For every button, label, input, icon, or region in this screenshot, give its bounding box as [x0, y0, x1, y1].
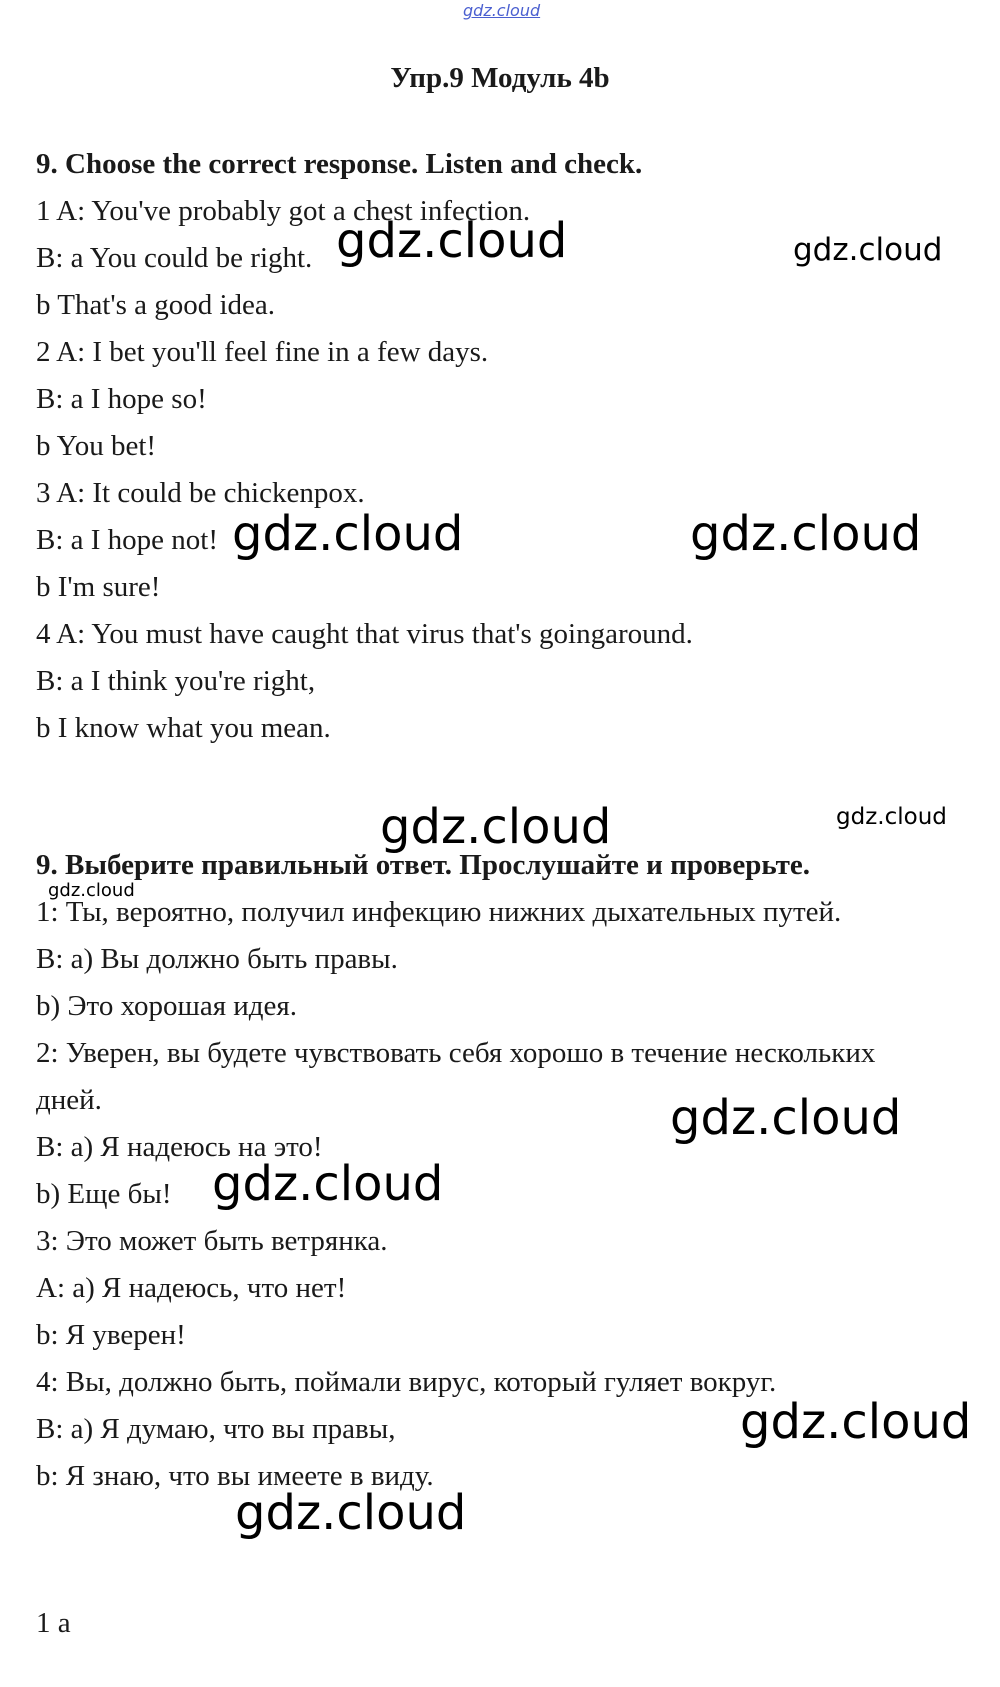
- russian-line-8: 3: Это может быть ветрянка.: [36, 1225, 388, 1257]
- english-line-9: b I'm sure!: [36, 571, 161, 603]
- watermark: gdz.cloud: [212, 1156, 444, 1212]
- answer-key: 1 a: [36, 1607, 71, 1639]
- english-line-5: B: a I hope so!: [36, 383, 207, 415]
- watermark: gdz.cloud: [836, 804, 947, 830]
- watermark: gdz.cloud: [380, 799, 612, 855]
- russian-line-12: B: a) Я думаю, что вы правы,: [36, 1413, 396, 1445]
- english-line-8: B: a I hope not!: [36, 524, 219, 556]
- watermark: gdz.cloud: [670, 1090, 902, 1146]
- russian-line-5: дней.: [36, 1084, 102, 1116]
- russian-line-13: b: Я знаю, что вы имеете в виду.: [36, 1460, 434, 1492]
- english-line-1: 1 A: You've probably got a chest infection.: [36, 195, 531, 227]
- english-line-6: b You bet!: [36, 430, 157, 462]
- english-line-3: b That's a good idea.: [36, 289, 276, 321]
- watermark: gdz.cloud: [690, 506, 922, 562]
- russian-heading: 9. Выберите правильный ответ. Прослушайте и проверьте.: [36, 849, 810, 881]
- english-heading: 9. Choose the correct response. Listen and check.: [36, 148, 643, 180]
- russian-line-4: 2: Уверен, вы будете чувствовать себя хорошо в течение нескольких: [36, 1037, 876, 1069]
- english-line-10: 4 A: You must have caught that virus that's goingaround.: [36, 618, 693, 650]
- english-line-2: B: a You could be right.: [36, 242, 313, 274]
- english-line-7: 3 A: It could be chickenpox.: [36, 477, 365, 509]
- watermark: gdz.cloud: [232, 506, 464, 562]
- english-line-11: B: a I think you're right,: [36, 665, 316, 697]
- watermark: gdz.cloud: [740, 1394, 972, 1450]
- russian-line-9: A: a) Я надеюсь, что нет!: [36, 1272, 347, 1304]
- russian-line-3: b) Это хорошая идея.: [36, 990, 298, 1022]
- watermark: gdz.cloud: [793, 232, 943, 268]
- russian-line-10: b: Я уверен!: [36, 1319, 186, 1351]
- russian-line-11: 4: Вы, должно быть, поймали вирус, который гуляет вокруг.: [36, 1366, 777, 1398]
- russian-line-2: B: a) Вы должно быть правы.: [36, 943, 398, 975]
- page-title: Упр.9 Модуль 4b: [390, 62, 610, 94]
- russian-line-1: 1: Ты, вероятно, получил инфекцию нижних дыхательных путей.: [36, 896, 842, 928]
- watermark-top-link[interactable]: gdz.cloud: [463, 1, 541, 20]
- russian-line-6: B: a) Я надеюсь на это!: [36, 1131, 323, 1163]
- english-line-4: 2 A: I bet you'll feel fine in a few days.: [36, 336, 489, 368]
- watermark: gdz.cloud: [336, 213, 568, 269]
- watermark: gdz.cloud: [235, 1485, 467, 1541]
- russian-line-7: b) Еще бы!: [36, 1178, 172, 1210]
- watermark: gdz.cloud: [48, 880, 135, 901]
- english-line-12: b I know what you mean.: [36, 712, 331, 744]
